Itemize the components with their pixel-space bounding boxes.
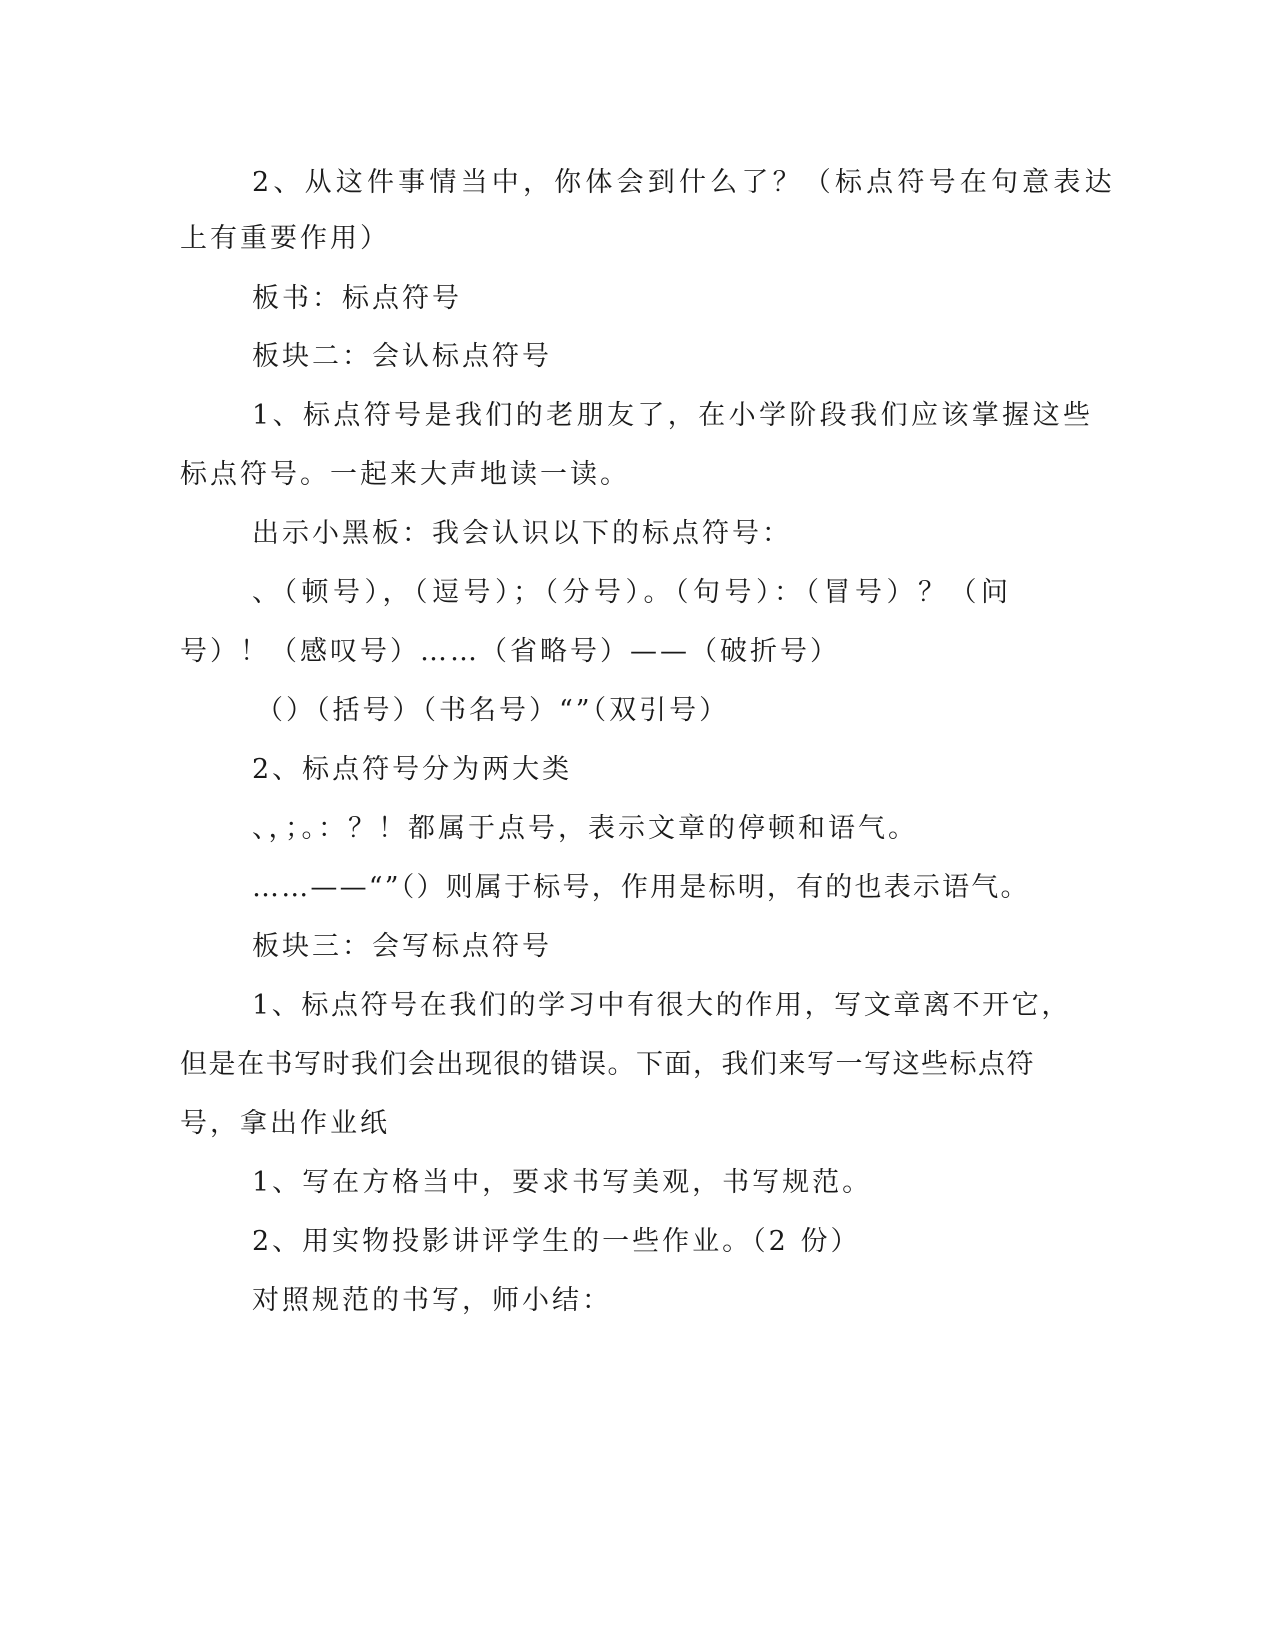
text-line: 板块二：会认标点符号 [252, 341, 552, 372]
text-line: 2、标点符号分为两大类 [252, 754, 573, 785]
text-line: 号）！（感叹号）……（省略号）——（破折号） [180, 636, 840, 667]
text-line: 、，；。：？！都属于点号，表示文章的停顿和语气。 [252, 813, 918, 844]
text-line: 标点符号。一起来大声地读一读。 [180, 459, 630, 490]
text-line: 1、写在方格当中，要求书写美观，书写规范。 [252, 1167, 873, 1198]
text-line: 板书：标点符号 [252, 283, 462, 314]
text-line: 1、标点符号是我们的老朋友了，在小学阶段我们应该掌握这些 [252, 400, 1094, 431]
text-line: 2、从这件事情当中，你体会到什么了？（标点符号在句意表达 [252, 167, 1116, 198]
text-line: 、（顿号），（逗号）；（分号）。（句号）：（冒号）？（问 [252, 577, 1013, 608]
text-line: 上有重要作用） [180, 223, 390, 254]
text-line: 但是在书写时我们会出现很的错误。下面，我们来写一写这些标点符 [180, 1049, 1035, 1080]
text-line: ……——“”（）则属于标号，作用是标明，有的也表示语气。 [252, 872, 1030, 903]
text-line: 1、标点符号在我们的学习中有很大的作用，写文章离不开它， [252, 990, 1071, 1021]
text-line: 出示小黑板：我会认识以下的标点符号： [252, 518, 792, 549]
text-line: 2、用实物投影讲评学生的一些作业。（2 份） [252, 1226, 861, 1257]
text-line: 板块三：会写标点符号 [252, 931, 552, 962]
text-line: 号，拿出作业纸 [180, 1108, 390, 1139]
text-line: 对照规范的书写，师小结： [252, 1285, 612, 1316]
text-line: （）（括号）（书名号）“”（双引号） [256, 695, 730, 726]
